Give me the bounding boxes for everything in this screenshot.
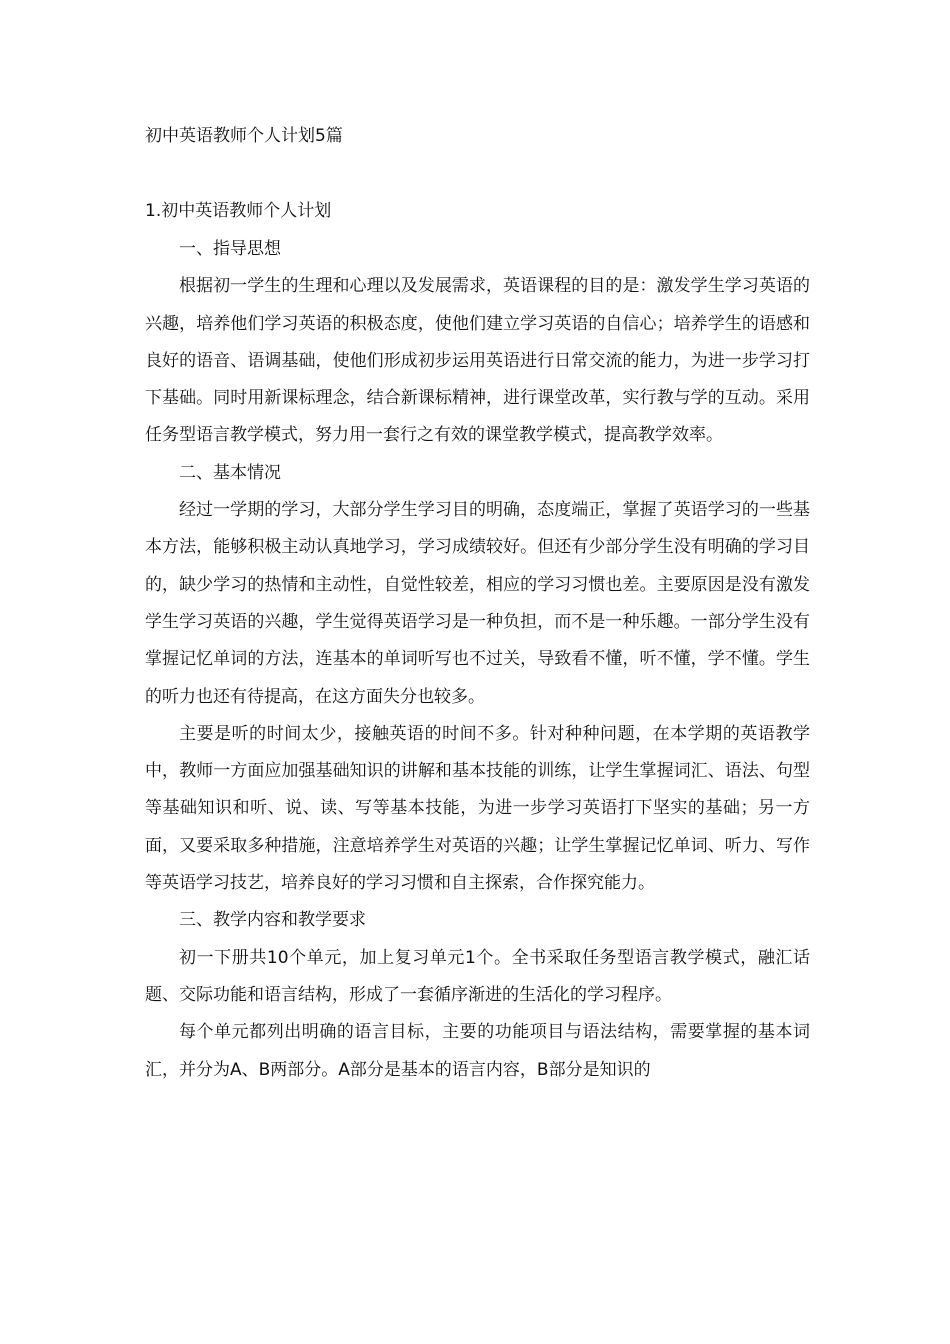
heading-guiding-ideology: 一、指导思想 <box>179 239 281 259</box>
section-title: 1.初中英语教师个人计划 <box>145 201 332 221</box>
paragraph: 经过一学期的学习，大部分学生学习目的明确，态度端正，掌握了英语学习的一些基本方法，能够积极主动认真地学习，学习成绩较好。但还有少部分学生没有明确的学习目的，缺少学习的热情和主动性，自觉性较差，相应的学习习惯也差。主要原因是没有激发学生学习英语的兴趣，学生觉得英语学习是一种负担，而不是一种乐趣。一部分学生没有掌握记忆单词的方法，连基本的单词听写也不过关，导致看不懂，听不懂，学不懂。学生的听力也还有待提高，在这方面失分也较多。 <box>145 500 810 707</box>
heading-basic-situation: 二、基本情况 <box>179 462 281 483</box>
paragraph: 根据初一学生的生理和心理以及发展需求，英语课程的目的是：激发学生学习英语的兴趣，培养他们学习英语的积极态度，使他们建立学习英语的自信心；培养学生的语感和良好的语音、语调基础，使他们形成初步运用英语进行日常交流的能力，为进一步学习打下基础。同时用新课标理念，结合新课标精神，进行课堂改革，实行教与学的互动。采用任务型语言教学模式，努力用一套行之有效的课堂教学模式，提高教学效率。 <box>145 276 810 446</box>
paragraph: 主要是听的时间太少，接触英语的时间不多。针对种种问题，在本学期的英语教学中，教师一方面应加强基础知识的讲解和基本技能的训练，让学生掌握词汇、语法、句型等基础知识和听、说、读、写等基本技能，为进一步学习英语打下坚实的基础；另一方面，又要采取多种措施，注意培养学生对英语的兴趣；让学生掌握记忆单词、听力、写作等英语学习技艺，培养良好的学习习惯和自主探索，合作探究能力。 <box>145 723 810 894</box>
document-title: 初中英语教师个人计划5篇 <box>145 126 343 146</box>
paragraph: 初一下册共10个单元，加上复习单元1个。全书采取任务型语言教学模式，融汇话题、交际功能和语言结构，形成了一套循序渐进的生活化的学习程序。 <box>145 947 810 1005</box>
paragraph: 每个单元都列出明确的语言目标，主要的功能项目与语法结构，需要掌握的基本词汇，并分为A、B两部分。A部分是基本的语言内容，B部分是知识的 <box>145 1022 810 1080</box>
heading-teaching-content: 三、教学内容和教学要求 <box>179 910 366 931</box>
document-body <box>145 231 810 1089</box>
